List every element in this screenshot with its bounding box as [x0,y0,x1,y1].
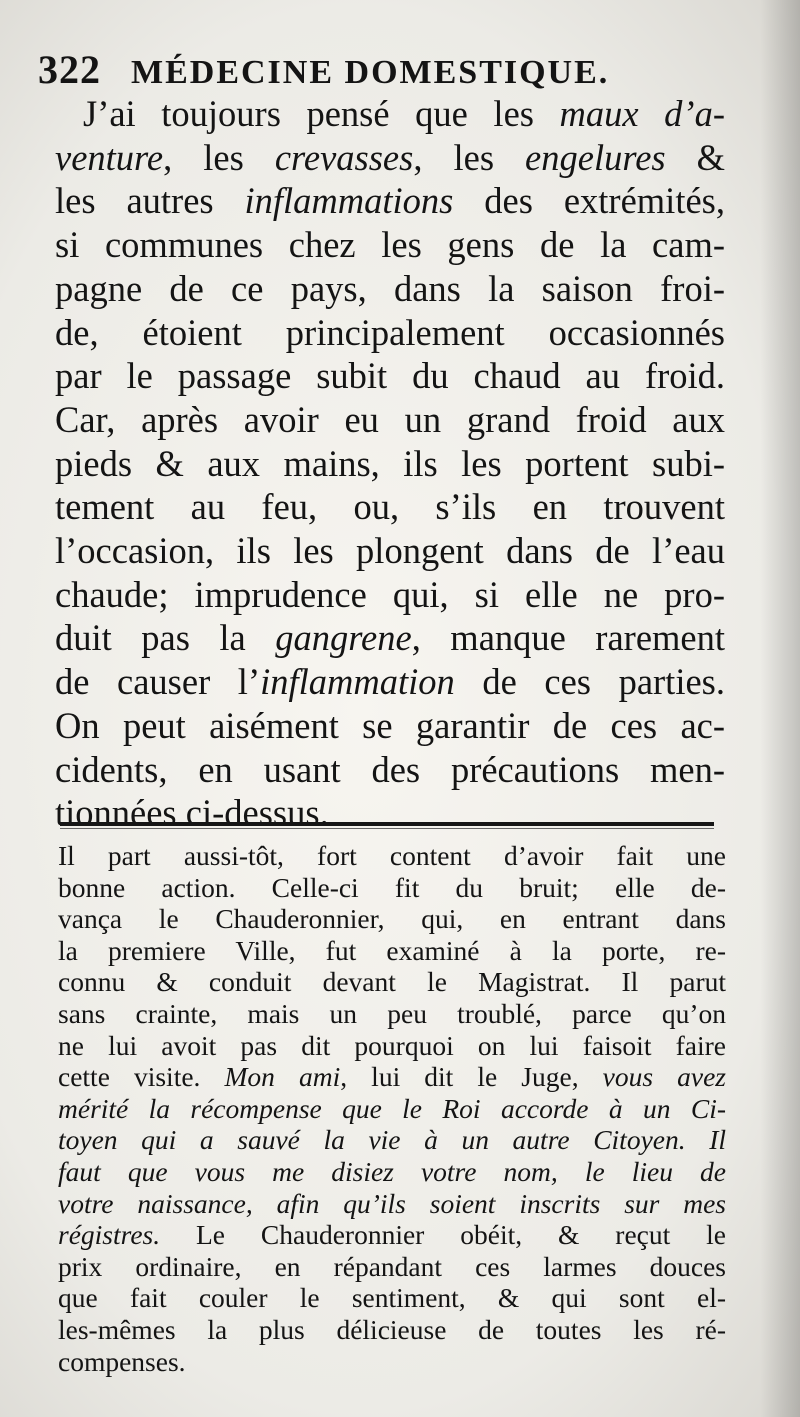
main-text-line [55,442,725,486]
running-title: MÉDECINE DOMESTIQUE. [131,54,610,91]
text-segment: chaude; imprudence qui, si elle ne pro- [55,573,725,615]
main-text-line [55,179,725,223]
main-text-line [55,354,725,398]
italic-text: engelures [525,136,666,178]
text-segment: connu & conduit devant le Magistrat. Il parut [58,966,726,998]
main-text-line [55,267,725,311]
text-segment: On peut aisément se garantir de ces ac- [55,704,725,746]
text-segment: , lui dit le Juge, [340,1061,603,1093]
text-segment: , les [163,136,275,178]
main-text-line [55,311,725,355]
footnote-line [58,1282,726,1314]
page-edge-shadow [760,0,800,1417]
italic-text: faut que vous me disiez votre nom, le lieu de [58,1155,726,1187]
italic-text: venture [55,136,164,178]
section-divider-rule [60,822,714,826]
italic-text: mérité la récompense que le Roi accorde à un Ci- [58,1092,726,1124]
text-segment: tement au feu, ou, s’ils en trouvent [55,486,725,528]
main-text-line [55,616,725,660]
footnote-line [58,966,726,998]
section-divider-rule-thin [60,828,714,829]
italic-text: Mon ami [224,1061,341,1093]
text-segment: de causer l’ [55,661,261,703]
footnote-line [58,1030,726,1062]
page-number: 322 [38,47,101,92]
footnote-line [58,1188,726,1220]
page-header [38,46,609,96]
text-segment: bonne action. Celle-ci fit du bruit; elle de- [58,871,726,903]
footnote-line [58,1251,726,1283]
main-text-line [55,92,725,136]
italic-text: inflammation [260,661,455,703]
text-segment: cette visite. [58,1061,225,1093]
footnote-line [58,998,726,1030]
text-segment: Le Chauderonnier obéit, & reçut le [160,1219,726,1251]
footnote-line [58,1346,726,1378]
text-segment: pieds & aux mains, ils les portent subi- [55,442,725,484]
text-segment: tionnées ci-dessus. [55,792,329,834]
text-segment: des extrémités, [453,180,725,222]
text-segment: de ces parties. [454,661,725,703]
text-segment: Car, après avoir eu un grand froid aux [55,398,725,440]
main-text-line [55,398,725,442]
main-text-line [55,573,725,617]
text-segment: prix ordinaire, en répandant ces larmes douces [58,1250,726,1282]
text-segment: les autres [55,180,245,222]
italic-text: gangrene [275,617,412,659]
text-segment: Il part aussi-tôt, fort content d’avoir fait une [58,840,726,871]
main-text-line [55,704,725,748]
italic-text: vous avez [602,1061,726,1093]
italic-text: toyen qui a sauvé la vie à un autre Citoyen. Il [58,1124,726,1156]
text-segment: de, étoient principalement occasionnés [55,311,725,353]
italic-text: maux d’a- [559,93,725,134]
text-segment: , manque rarement [411,617,725,659]
text-segment: l’occasion, ils les plongent dans de l’eau [55,530,725,572]
footnote-line [58,1093,726,1125]
italic-text: inflammations [244,180,454,222]
footnote-line [58,1061,726,1093]
text-segment: pagne de ce pays, dans la saison froi- [55,267,725,309]
footnote-line [58,872,726,904]
text-segment: compenses. [58,1345,186,1377]
text-segment: J’ai toujours pensé que les [83,93,560,134]
italic-text: régistres. [58,1219,161,1251]
footnote-line [58,1156,726,1188]
text-segment: sans crainte, mais un peu troublé, parce qu’on [58,997,726,1029]
footnote-line [58,935,726,967]
footnote-line [58,1314,726,1346]
italic-text: votre naissance, afin qu’ils soient inscrits sur mes [58,1187,726,1219]
footnote-line [58,840,726,872]
text-segment: par le passage subit du chaud au froid. [55,355,725,397]
main-text-line [55,660,725,704]
footnote-line [58,1219,726,1251]
main-text-line [55,223,725,267]
main-text-line [55,529,725,573]
text-segment: vança le Chauderonnier, qui, en entrant dans [58,903,726,935]
text-segment: cidents, en usant des précautions men- [55,748,725,790]
text-segment: la premiere Ville, fut examiné à la porte, re- [58,934,726,966]
text-segment: ne lui avoit pas dit pourquoi on lui faisoit faire [58,1029,726,1061]
main-text-line [55,748,725,792]
text-segment: duit pas la [55,617,276,659]
text-segment: , les [413,136,526,178]
main-text-line [55,485,725,529]
italic-text: crevasses [274,136,414,178]
text-segment: que fait couler le sentiment, & qui sont el- [58,1282,726,1314]
footnote-line [58,903,726,935]
footnote-line [58,1124,726,1156]
text-segment: & [665,136,726,178]
main-paragraph [55,92,725,835]
footnote-block [58,840,726,1377]
text-segment: si communes chez les gens de la cam- [55,224,725,266]
text-segment: les-mêmes la plus délicieuse de toutes les ré- [58,1313,726,1345]
main-text-line [55,136,725,180]
